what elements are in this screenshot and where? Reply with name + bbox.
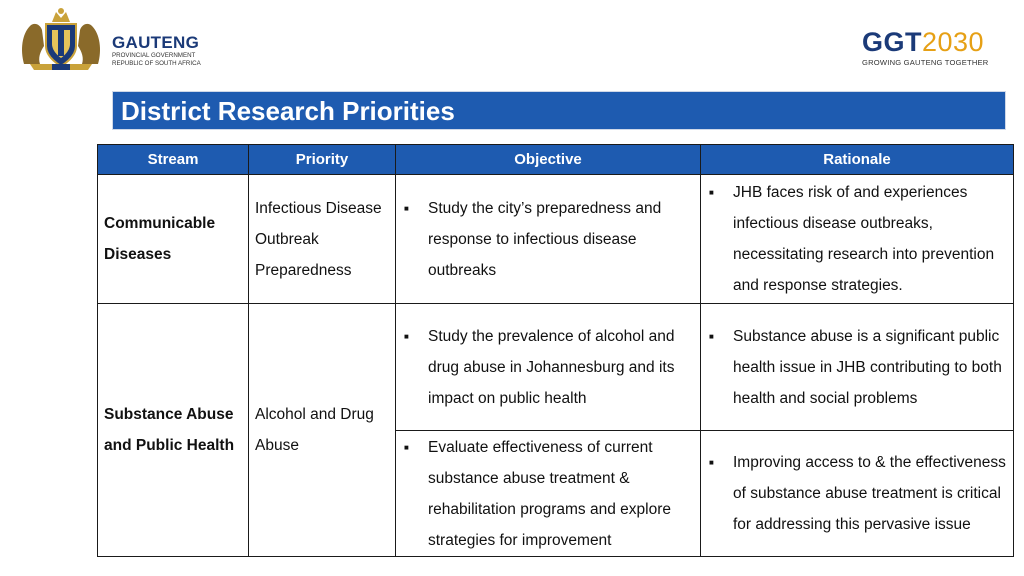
objective-text: Study the prevalence of alcohol and drug abuse in Johannesburg and its impact on public health bbox=[428, 327, 675, 407]
objective-cell bbox=[396, 304, 701, 431]
ggt2030-logo bbox=[862, 28, 1002, 72]
stream-cell: Communicable Diseases bbox=[98, 175, 249, 304]
rationale-text: Improving access to & the effectiveness of substance abuse treatment is critical for addressing this pervasive issue bbox=[733, 454, 1006, 533]
org-subtitle-1: PROVINCIAL GOVERNMENT bbox=[112, 52, 196, 59]
rationale-cell bbox=[701, 175, 1014, 304]
priority-cell: Alcohol and Drug Abuse bbox=[249, 304, 396, 557]
gauteng-wordmark bbox=[112, 34, 201, 67]
bullet-icon: ■ bbox=[709, 188, 714, 197]
objective-cell bbox=[396, 431, 701, 557]
bullet-icon: ■ bbox=[404, 442, 409, 452]
ggt-tagline: GROWING GAUTENG TOGETHER bbox=[862, 58, 989, 67]
bullet-icon: ■ bbox=[709, 331, 714, 341]
rationale-cell bbox=[701, 304, 1014, 431]
org-name: GAUTENG bbox=[112, 33, 200, 52]
coat-of-arms-icon bbox=[16, 6, 106, 72]
table-row bbox=[98, 304, 1014, 431]
stream-cell: Substance Abuse and Public Health bbox=[98, 304, 249, 557]
bullet-icon: ■ bbox=[709, 458, 714, 467]
bullet-icon: ■ bbox=[404, 331, 409, 341]
ggt-wordmark bbox=[862, 28, 1002, 56]
title-bar bbox=[112, 91, 1006, 130]
header-objective: Objective bbox=[396, 145, 701, 175]
ggt-year: 2030 bbox=[922, 27, 985, 57]
header-rationale: Rationale bbox=[701, 145, 1014, 175]
header-priority: Priority bbox=[249, 145, 396, 175]
objective-text: Evaluate effectiveness of current substance abuse treatment & rehabilitation programs and explore strategies for improvement bbox=[428, 438, 671, 549]
priority-cell: Infectious Disease Outbreak Preparedness bbox=[249, 175, 396, 304]
objective-cell bbox=[396, 175, 701, 304]
rationale-text: JHB faces risk of and experiences infectious disease outbreaks, necessitating research into prevention and response strategies. bbox=[733, 184, 995, 294]
org-subtitle-2: REPUBLIC OF SOUTH AFRICA bbox=[112, 59, 201, 67]
table-header-row bbox=[98, 145, 1014, 175]
gauteng-logo bbox=[16, 6, 216, 72]
ggt-letters: GGT bbox=[862, 27, 922, 57]
objective-text: Study the city’s preparedness and response to infectious disease outbreaks bbox=[428, 199, 662, 279]
research-priorities-table bbox=[97, 144, 1014, 557]
page-title: District Research Priorities bbox=[121, 96, 455, 126]
header-stream: Stream bbox=[98, 145, 249, 175]
rationale-text: Substance abuse is a significant public health issue in JHB contributing to both health and social problems bbox=[733, 327, 1002, 407]
rationale-cell bbox=[701, 431, 1014, 557]
bullet-icon: ■ bbox=[404, 203, 409, 213]
table-row bbox=[98, 175, 1014, 304]
